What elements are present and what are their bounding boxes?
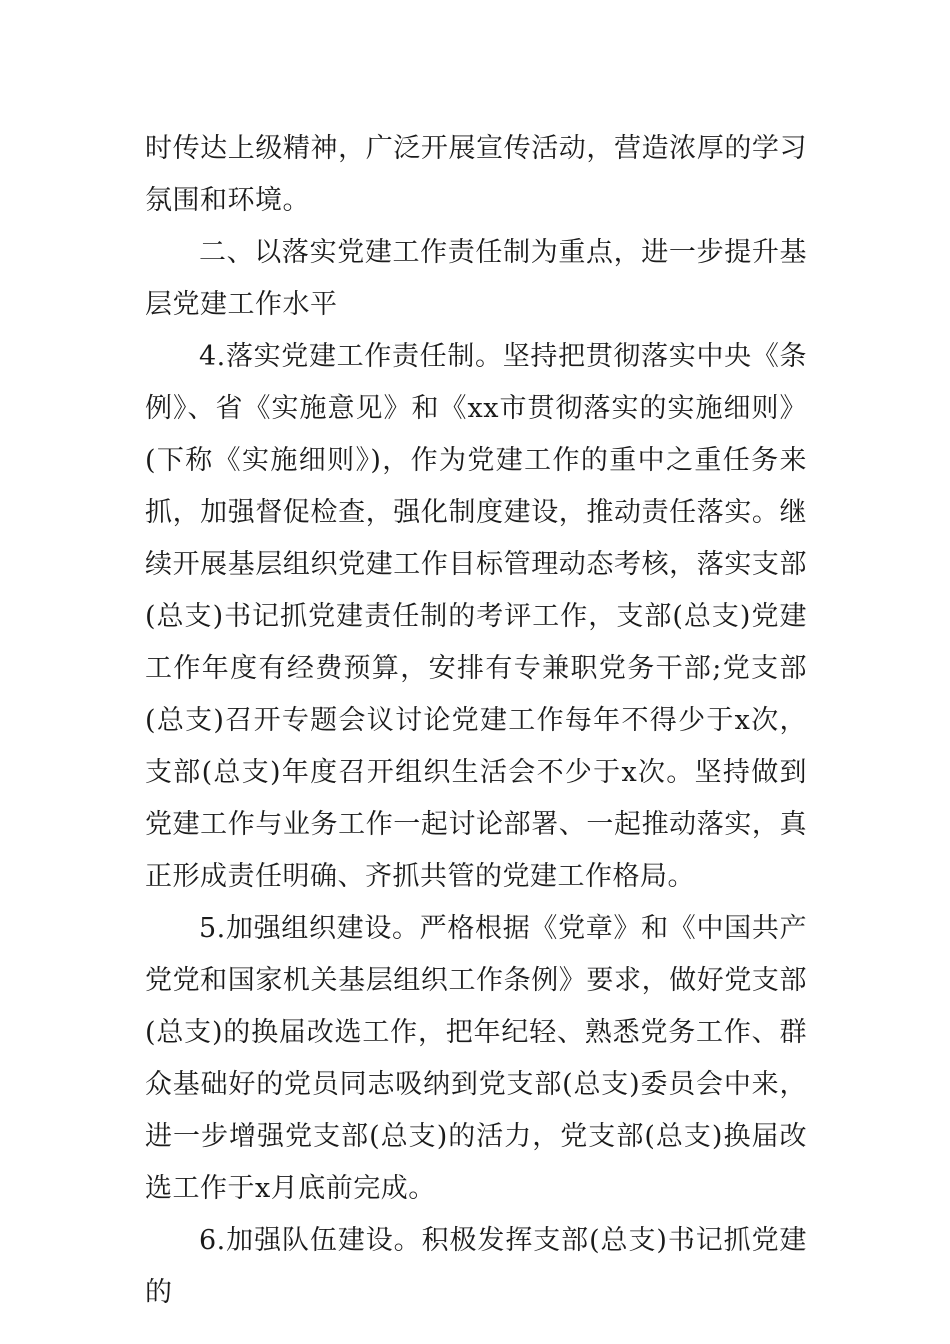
paragraph-item-5: 5.加强组织建设。严格根据《党章》和《中国共产党党和国家机关基层组织工作条例》要求，做好党支部(总支)的换届改选工作，把年纪轻、熟悉党务工作、群众基础好的党员同志吸纳到党支部(总支)委员会中来，进一步增强党支部(总支)的活力，党支部(总支)换届改选工作于x月底前完成。 <box>145 913 807 1204</box>
section-heading: 二、以落实党建工作责任制为重点，进一步提升基层党建工作水平 <box>145 237 807 320</box>
paragraph-continuation: 时传达上级精神，广泛开展宣传活动，营造浓厚的学习氛围和环境。 <box>145 133 807 216</box>
document-body <box>145 123 807 1319</box>
paragraph-item-4: 4.落实党建工作责任制。坚持把贯彻落实中央《条例》、省《实施意见》和《xx市贯彻落实的实施细则》(下称《实施细则》)，作为党建工作的重中之重任务来抓，加强督促检查，强化制度建设，推动责任落实。继续开展基层组织党建工作目标管理动态考核，落实支部(总支)书记抓党建责任制的考评工作，支部(总支)党建工作年度有经费预算，安排有专兼职党务干部;党支部(总支)召开专题会议讨论党建工作每年不得少于x次，支部(总支)年度召开组织生活会不少于x次。坚持做到党建工作与业务工作一起讨论部署、一起推动落实，真正形成责任明确、齐抓共管的党建工作格局。 <box>145 341 807 892</box>
paragraph-item-6: 6.加强队伍建设。积极发挥支部(总支)书记抓党建的 <box>145 1225 807 1308</box>
